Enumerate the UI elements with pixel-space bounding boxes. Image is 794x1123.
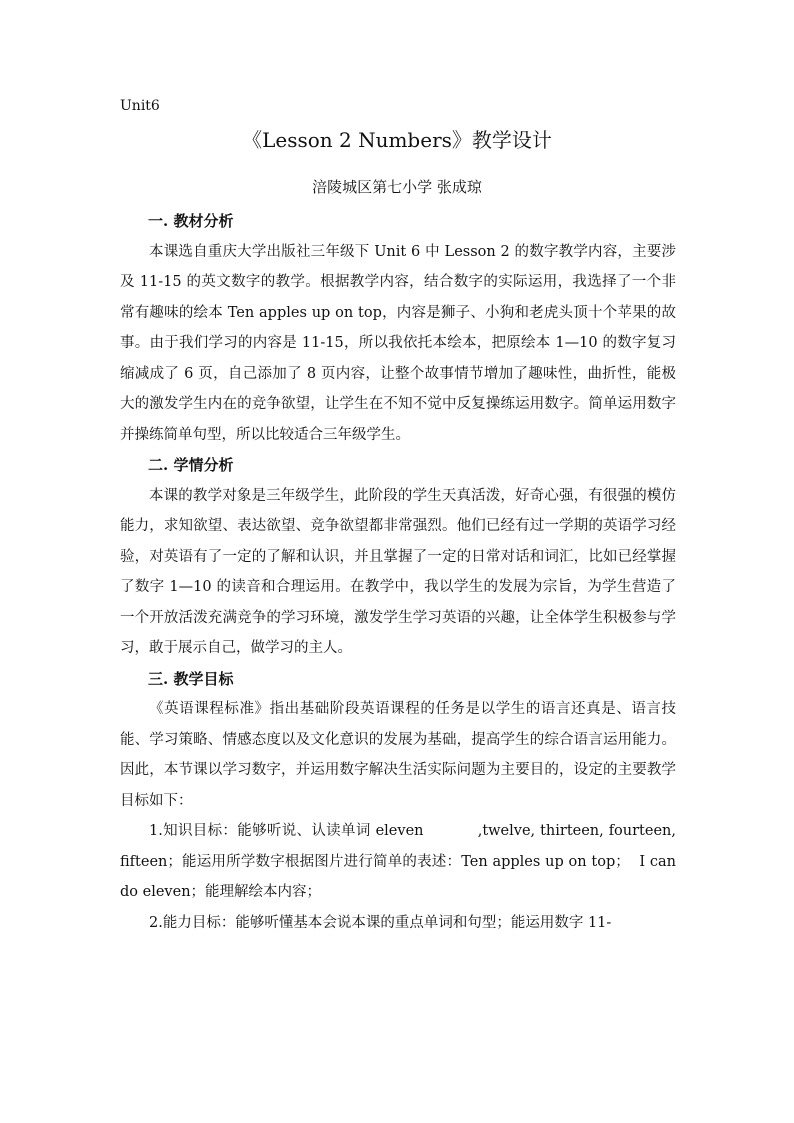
document-body: [120, 206, 681, 938]
document-title: 《Lesson 2 Numbers》教学设计: [242, 128, 552, 152]
section-heading-student-analysis: 二. 学情分析: [148, 456, 234, 474]
unit-label: Unit6: [120, 98, 160, 114]
goal-item-ability: 2.能力目标：能够听懂基本会说本课的重点单词和句型；能运用数字 11-: [149, 914, 612, 931]
goal-item-knowledge: 1.知识目标：能够听说、认读单词 eleven ,twelve, thirteen, fourteen, fifteen；能运用所学数字根据图片进行简单的表述：Ten apples up on top； I can do eleven；能理解绘本内容；: [120, 823, 681, 900]
section-heading-textbook-analysis: 一. 教材分析: [148, 212, 234, 230]
author-line: 涪陵城区第七小学 张成琼: [312, 178, 482, 196]
section-paragraph-textbook-analysis: 本课选自重庆大学出版社三年级下 Unit 6 中 Lesson 2 的数字教学内容，主要涉及 11-15 的英文数字的教学。根据教学内容，结合数字的实际运用，我选择了一个非常有趣味的绘本 Ten apples up on top，内容是狮子、小狗和老虎头顶十个苹果的故事。由于我们学习的内容是 11-15，所以我依托本绘本，把原绘本 1—10 的数字复习缩减成了 6 页，自己添加了 8 页内容，让整个故事情节增加了趣味性，曲折性，能极大的激发学生内在的竞争欲望，让学生在不知不觉中反复操练运用数字。简单运用数字并操练简单句型，所以比较适合三年级学生。: [120, 243, 676, 443]
section-paragraph-student-analysis: 本课的教学对象是三年级学生，此阶段的学生天真活泼，好奇心强，有很强的模仿能力，求知欲望、表达欲望、竞争欲望都非常强烈。他们已经有过一学期的英语学习经验，对英语有了一定的了解和认识，并且掌握了一定的日常对话和词汇，比如已经掌握了数字 1—10 的读音和合理运用。在教学中，我以学生的发展为宗旨，为学生营造了一个开放活泼充满竞争的学习环境，激发学生学习英语的兴趣，让全体学生积极参与学习，敢于展示自己，做学习的主人。: [120, 487, 676, 656]
section-paragraph-teaching-goals: 《英语课程标准》指出基础阶段英语课程的任务是以学生的语言还真是、语言技能、学习策略、情感态度以及文化意识的发展为基础，提高学生的综合语言运用能力。因此，本节课以学习数字，并运用数字解决生活实际问题为主要目的，设定的主要教学目标如下：: [120, 701, 676, 809]
section-heading-teaching-goals: 三. 教学目标: [148, 669, 234, 688]
